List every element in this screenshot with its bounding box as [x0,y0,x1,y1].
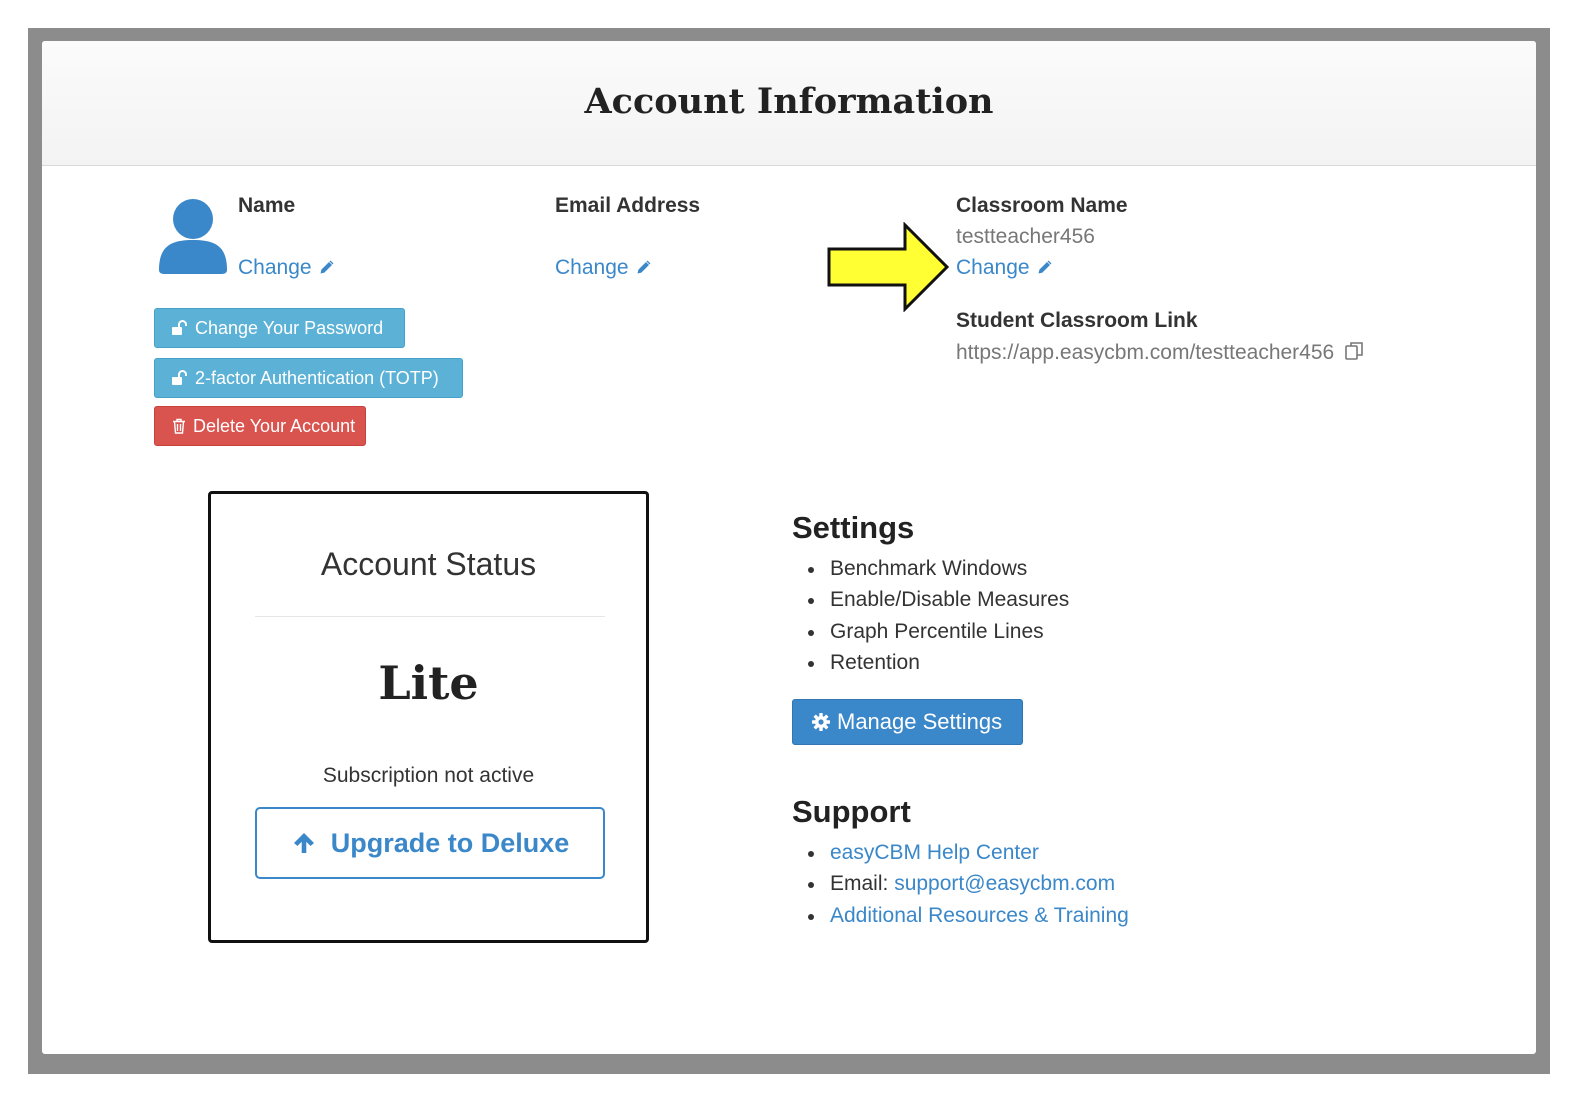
account-status-card [208,491,649,943]
support-item-resources [792,900,1129,931]
upgrade-label: Upgrade to Deluxe [330,827,570,858]
change-password-button[interactable] [154,308,405,348]
pencil-icon [635,258,653,282]
email-label: Email Address [555,194,701,217]
two-factor-button[interactable] [154,358,463,398]
callout-arrow-icon [826,222,952,317]
settings-item: Benchmark Windows [792,553,1069,584]
unlock-icon [171,370,189,386]
name-label: Name [238,194,296,217]
settings-item: Enable/Disable Measures [792,584,1069,615]
email-prefix: Email: [830,872,889,896]
help-center-link[interactable]: easyCBM Help Center [830,841,1039,864]
settings-item: Graph Percentile Lines [792,616,1069,647]
copy-icon[interactable] [1344,340,1366,368]
settings-title: Settings [792,510,915,545]
delete-account-button[interactable] [154,406,366,446]
settings-list [792,553,1069,678]
name-change-text: Change [238,256,312,279]
settings-item: Retention [792,647,1069,678]
subscription-status: Subscription not active [322,764,535,787]
delete-account-label: Delete Your Account [193,415,356,436]
manage-settings-label: Manage Settings [837,709,1003,734]
unlock-icon [171,320,189,336]
email-change-link[interactable] [555,256,653,282]
student-link-label: Student Classroom Link [956,309,1198,332]
page-header [42,41,1536,166]
trash-icon [171,418,187,434]
account-status-heading: Account Status [320,546,537,582]
status-divider [255,616,605,617]
user-icon [157,196,229,281]
upgrade-button[interactable] [255,807,605,879]
pencil-icon [318,258,336,282]
support-title: Support [792,794,911,829]
support-list [792,837,1129,931]
classroom-change-text: Change [956,256,1030,279]
email-change-text: Change [555,256,629,279]
support-email-link[interactable]: support@easycbm.com [894,872,1116,896]
classroom-change-link[interactable] [956,256,1054,282]
student-link-value: https://app.easycbm.com/testteacher456 [956,341,1335,364]
manage-settings-button[interactable] [792,699,1023,745]
arrow-up-icon [291,830,317,856]
support-item-email [792,868,1129,899]
classroom-name-value: testteacher456 [956,225,1095,248]
name-change-link[interactable] [238,256,336,282]
two-factor-label: 2-factor Authentication (TOTP) [195,367,439,388]
resources-link[interactable]: Additional Resources & Training [830,903,1129,927]
account-plan: Lite [378,656,479,710]
student-link-row [956,340,1366,368]
gear-icon [811,712,831,732]
page-title: Account Information [584,81,994,122]
classroom-name-label: Classroom Name [956,194,1128,217]
pencil-icon [1036,258,1054,282]
support-item-help [792,837,1129,868]
change-password-label: Change Your Password [195,317,384,338]
